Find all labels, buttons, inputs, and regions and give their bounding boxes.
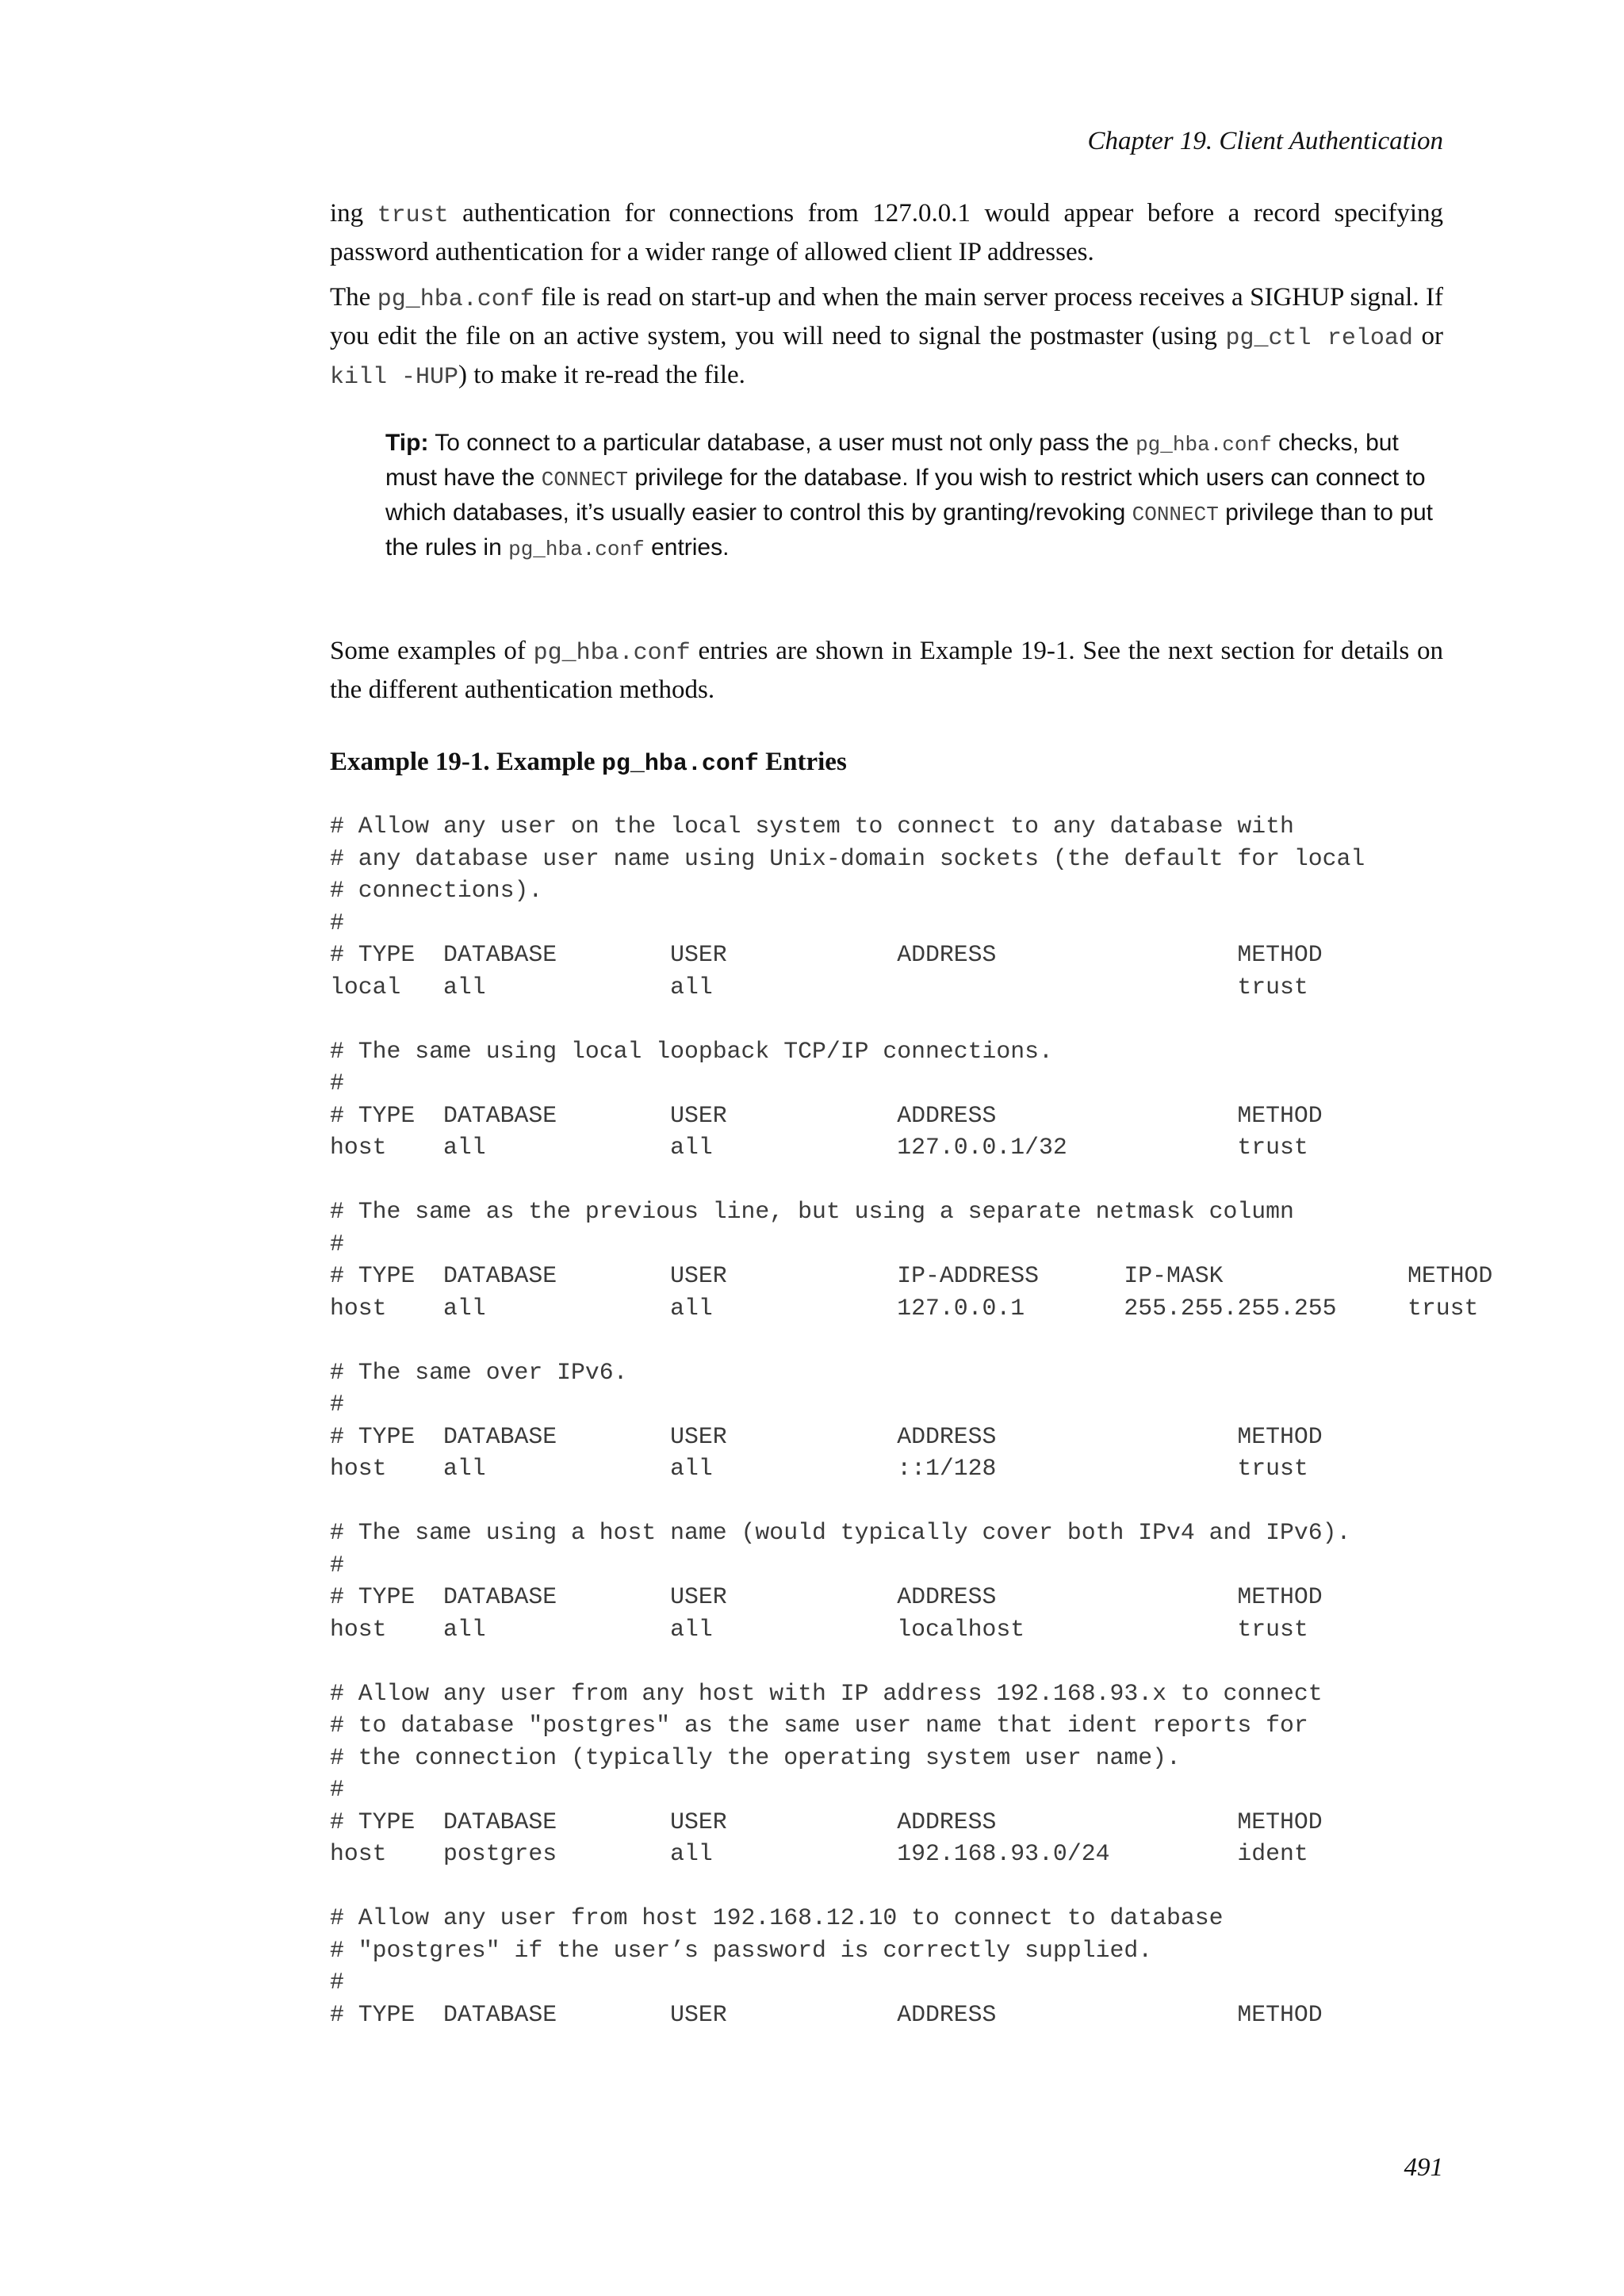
text-run: privilege than to put the rules in (385, 499, 1434, 561)
paragraph-reload (330, 279, 1443, 396)
code-line: # (330, 909, 344, 936)
code-line: # TYPE DATABASE USER ADDRESS METHOD (330, 941, 1323, 968)
text-run: entries. (644, 534, 730, 561)
text-run: ) to make it re-read the file. (458, 361, 745, 389)
code-line: host all all localhost trust (330, 1615, 1308, 1643)
example-title-suffix: Entries (758, 748, 847, 776)
code-line: # TYPE DATABASE USER ADDRESS METHOD (330, 1583, 1323, 1610)
inline-code: trust (377, 202, 449, 229)
inline-code: pg_hba.conf (533, 640, 691, 667)
code-line: # Allow any user from host 192.168.12.10 to connect to database (330, 1904, 1224, 1931)
code-line: # The same using a host name (would typically cover both IPv4 and IPv6). (330, 1519, 1351, 1546)
text-run: or (1412, 322, 1444, 350)
code-line: # The same using local loopback TCP/IP connections. (330, 1037, 1053, 1065)
text-run: file is read on start-up and when the main server process receives a SIGHUP signal. If you edit the file on an active system, you will need to signal the postmaster (using (330, 283, 1443, 350)
pg-hba-example-code (330, 810, 1492, 2030)
example-title-prefix: Example 19-1. Example (330, 748, 602, 776)
text-run: To connect to a particular database, a user must not only pass the (428, 430, 1136, 456)
text-run: authentication for connections from 127.0.0.1 would appear before a record specifying password authentication for a wider range of allowed client IP addresses. (330, 199, 1443, 266)
code-line: # to database "postgres" as the same user name that ident reports for (330, 1712, 1308, 1739)
example-title-code: pg_hba.conf (601, 751, 759, 778)
code-line: # TYPE DATABASE USER ADDRESS METHOD (330, 1101, 1323, 1129)
code-line: # (330, 1391, 344, 1418)
code-line (330, 1164, 1492, 1196)
inline-code: pg_hba.conf (1136, 433, 1272, 457)
text-run: The (330, 283, 377, 312)
code-line: # TYPE DATABASE USER ADDRESS METHOD (330, 1808, 1323, 1835)
code-line (330, 1870, 1492, 1903)
code-line: # Allow any user on the local system to connect to any database with (330, 813, 1294, 840)
code-line: # connections). (330, 877, 543, 904)
text-run: checks, but must have the (385, 430, 1399, 491)
code-line: # "postgres" if the user’s password is correctly supplied. (330, 1936, 1153, 1964)
code-line (330, 1324, 1492, 1357)
code-line (330, 1003, 1492, 1035)
code-line: # TYPE DATABASE USER ADDRESS METHOD (330, 1422, 1323, 1450)
page-number: 491 (1404, 2153, 1443, 2182)
code-line: local all all trust (330, 973, 1308, 1001)
code-line: # (330, 1070, 344, 1096)
code-line (330, 1645, 1492, 1678)
code-line: # any database user name using Unix-domain sockets (the default for local (330, 844, 1365, 872)
tip-label: Tip: (385, 430, 429, 456)
code-line: # (330, 1230, 344, 1257)
inline-code: pg_hba.conf (377, 286, 534, 313)
inline-code: CONNECT (1132, 503, 1219, 526)
code-line: # TYPE DATABASE USER IP-ADDRESS IP-MASK METHOD (330, 1262, 1493, 1289)
example-title (330, 748, 847, 778)
code-line: # the connection (typically the operating system user name). (330, 1743, 1181, 1771)
text-run: Some examples of (330, 637, 534, 665)
text-run: privilege for the database. If you wish to restrict which users can connect to which databases, it’s usually easier to control this by granting/revoking (385, 465, 1426, 526)
code-line: host all all 127.0.0.1 255.255.255.255 trust (330, 1294, 1479, 1322)
code-line: host all all 127.0.0.1/32 trust (330, 1134, 1308, 1161)
code-line: # Allow any user from any host with IP address 192.168.93.x to connect (330, 1679, 1323, 1707)
inline-code: CONNECT (541, 468, 628, 492)
running-header: Chapter 19. Client Authentication (1087, 127, 1443, 155)
code-line: # The same as the previous line, but using a separate netmask column (330, 1198, 1294, 1225)
inline-code: pg_hba.conf (508, 538, 645, 561)
code-line: host postgres all 192.168.93.0/24 ident (330, 1840, 1308, 1867)
code-line: # (330, 1551, 344, 1578)
text-run: entries are shown in Example 19-1. See the next section for details on the different authentication methods. (330, 637, 1443, 704)
text-run: ing (330, 199, 377, 228)
code-line (330, 1485, 1492, 1517)
inline-code: kill -HUP (330, 364, 459, 391)
code-line: # TYPE DATABASE USER ADDRESS METHOD (330, 2000, 1323, 2028)
code-line: # (330, 1776, 344, 1803)
paragraph-examples-intro (330, 633, 1443, 708)
inline-code: pg_ctl reload (1225, 325, 1413, 352)
code-line: host all all ::1/128 trust (330, 1455, 1308, 1482)
code-line: # (330, 1969, 344, 1996)
code-line: # The same over IPv6. (330, 1358, 628, 1386)
paragraph-trust-ordering (330, 195, 1443, 270)
tip-note (385, 427, 1443, 566)
